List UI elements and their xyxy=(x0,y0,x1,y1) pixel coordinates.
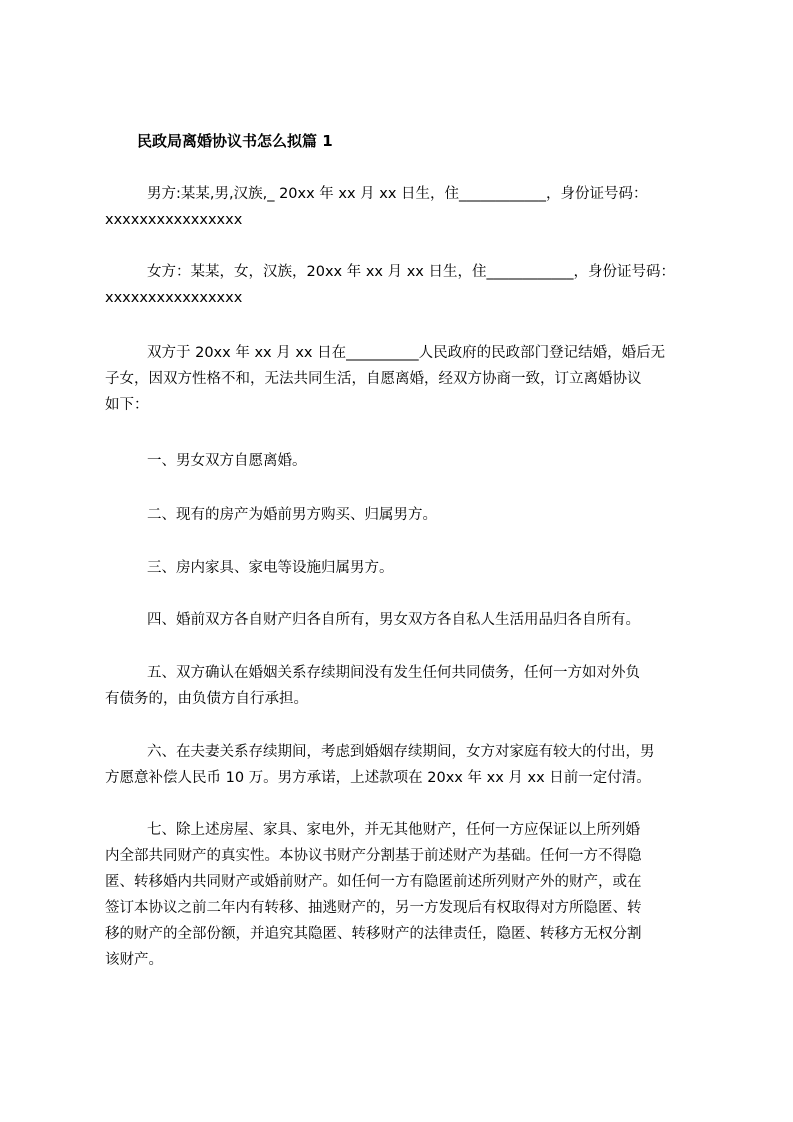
paragraph-line: 四、婚前双方各自财产归各自所有，男女双方各自私人生活用品归各自所有。 xyxy=(147,612,640,628)
clause-2 xyxy=(105,502,717,528)
paragraph-line: 移的财产的全部份额，并追究其隐匿、转移财产的法律责任，隐匿、转移方无权分割 xyxy=(105,926,642,942)
clause-1 xyxy=(105,448,717,474)
paragraph-line: 方愿意补偿人民币 10 万。男方承诺，上述款项在 20xx 年 xx 月 xx 日前一定付清。 xyxy=(105,770,651,786)
paragraph-line: 签订本协议之前二年内有转移、抽逃财产的，另一方发现后有权取得对方所隐匿、转 xyxy=(105,900,642,916)
paragraph-line: xxxxxxxxxxxxxxxx xyxy=(105,290,243,306)
clause-7 xyxy=(105,817,717,973)
paragraph-line: 子女，因双方性格不和，无法共同生活，自愿离婚，经双方协商一致，订立离婚协议 xyxy=(105,371,642,387)
paragraph-line: 匿、转移婚内共同财产或婚前财产。如任何一方有隐匿前述所列财产外的财产，或在 xyxy=(105,874,642,890)
paragraph-line: 双方于 20xx 年 xx 月 xx 日在__________人民政府的民政部门登记结婚，婚后无 xyxy=(147,345,666,361)
clause-6 xyxy=(105,739,717,791)
paragraph-line: 该财产。 xyxy=(105,952,163,968)
clause-3 xyxy=(105,555,717,581)
paragraph-line: 有债务的，由负债方自行承担。 xyxy=(105,691,308,707)
paragraph-line: 女方：某某，女，汉族，20xx 年 xx 月 xx 日生，住____________，身份证号码： xyxy=(147,264,675,280)
paragraph-line: 一、男女双方自愿离婚。 xyxy=(147,453,307,469)
clause-5 xyxy=(105,660,717,712)
clause-4 xyxy=(105,607,717,633)
document-title: 民政局离婚协议书怎么拟篇 1 xyxy=(137,132,333,150)
paragraph-line: 六、在夫妻关系存续期间，考虑到婚姻存续期间，女方对家庭有较大的付出，男 xyxy=(147,744,655,760)
paragraph-line: 二、现有的房产为婚前男方购买、归属男方。 xyxy=(147,507,437,523)
paragraph-marriage-info xyxy=(105,340,717,418)
paragraph-male-party xyxy=(105,181,717,233)
paragraph-line: 男方:某某,男,汉族,_ 20xx 年 xx 月 xx 日生，住____________，身份证号码： xyxy=(147,186,648,202)
paragraph-line: 七、除上述房屋、家具、家电外，并无其他财产，任何一方应保证以上所列婚 xyxy=(147,822,640,838)
paragraph-female-party xyxy=(105,259,717,311)
paragraph-line: 五、双方确认在婚姻关系存续期间没有发生任何共同债务，任何一方如对外负 xyxy=(147,665,640,681)
paragraph-line: 三、房内家具、家电等设施归属男方。 xyxy=(147,560,394,576)
paragraph-line: 内全部共同财产的真实性。本协议书财产分割基于前述财产为基础。任何一方不得隐 xyxy=(105,848,642,864)
paragraph-line: 如下： xyxy=(105,397,149,413)
paragraph-line: xxxxxxxxxxxxxxxx xyxy=(105,212,243,228)
